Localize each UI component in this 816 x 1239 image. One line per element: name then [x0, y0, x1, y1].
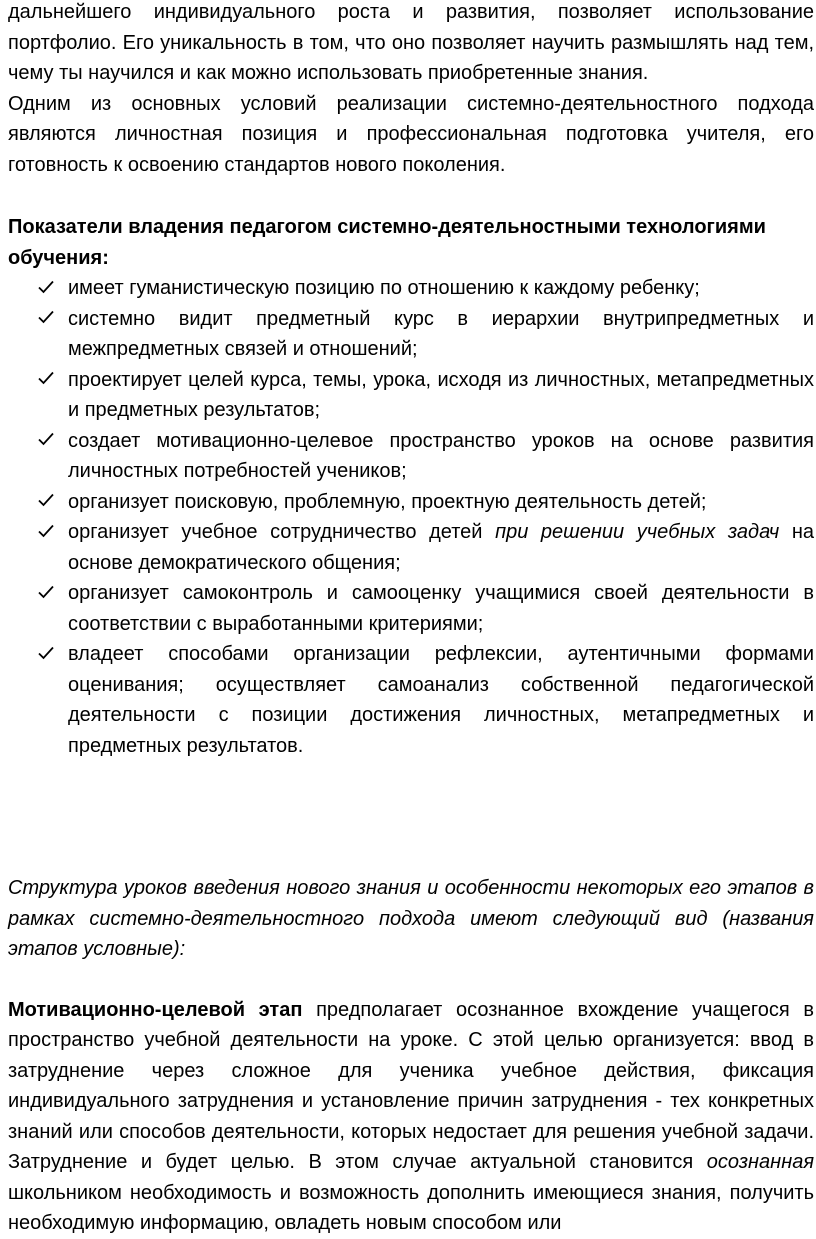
list-item: организует учебное сотрудничество детей при решении учебных задач на основе демократического общения; [8, 517, 814, 578]
structure-intro: Структура уроков введения нового знания и особенности некоторых его этапов в рамках системно-деятельностного подхода имеют следующий вид (названия этапов условные): [8, 877, 814, 960]
checkmark-icon [38, 578, 56, 609]
list-item: создает мотивационно-целевое пространство уроков на основе развития личностных потребностей учеников; [8, 426, 814, 487]
checkmark-icon [38, 639, 56, 670]
checkmark-icon [38, 517, 56, 548]
list-item: владеет способами организации рефлексии, аутентичными формами оценивания; осуществляет самоанализ собственной педагогической деятельности с позиции достижения личностных, метапредметных и предметных результатов. [8, 639, 814, 761]
list-item: имеет гуманистическую позицию по отношению к каждому ребенку; [8, 273, 814, 304]
indicators-heading: Показатели владения педагогом системно-деятельностными технологиями обучения: [8, 216, 766, 269]
list-item: системно видит предметный курс в иерархии внутрипредметных и межпредметных связей и отношений; [8, 304, 814, 365]
intro-paragraph-2: Одним из основных условий реализации системно-деятельностного подхода являются личностная позиция и профессиональная подготовка учителя, его готовность к освоению стандартов нового поколения. [8, 92, 814, 176]
checkmark-icon [38, 487, 56, 518]
intro-paragraph-1: дальнейшего индивидуального роста и развития, позволяет использование портфолио. Его уникальность в том, что оно позволяет научить размышлять над тем, чему ты научился и как можно использовать приобретенные знания. [8, 1, 814, 84]
list-item: проектирует целей курса, темы, урока, исходя из личностных, метапредметных и предметных результатов; [8, 365, 814, 426]
list-item: организует самоконтроль и самооценку учащимися своей деятельности в соответствии с выработанными критериями; [8, 578, 814, 639]
motivation-paragraph: Мотивационно-целевой этап предполагает осознанное вхождение учащегося в пространство учебной деятельности на уроке. С этой целью организуется: ввод в затруднение через сложное для ученика учебное действия, фиксация индивидуального затруднения и установление причин затруднения - тех конкретных знаний или способов деятельности, которых недостает для решения учебной задачи. Затруднение и будет целью. В этом случае актуальной становится осознанная школьником необходимость и возможность дополнить имеющиеся знания, получить необходимую информацию, овладеть новым способом или [8, 998, 814, 1234]
checkmark-icon [38, 365, 56, 396]
checkmark-icon [38, 426, 56, 457]
checkmark-icon [38, 273, 56, 304]
checkmark-icon [38, 304, 56, 335]
list-item: организует поисковую, проблемную, проектную деятельность детей; [8, 487, 814, 518]
indicators-list [8, 273, 814, 761]
document-page [8, 0, 814, 1239]
